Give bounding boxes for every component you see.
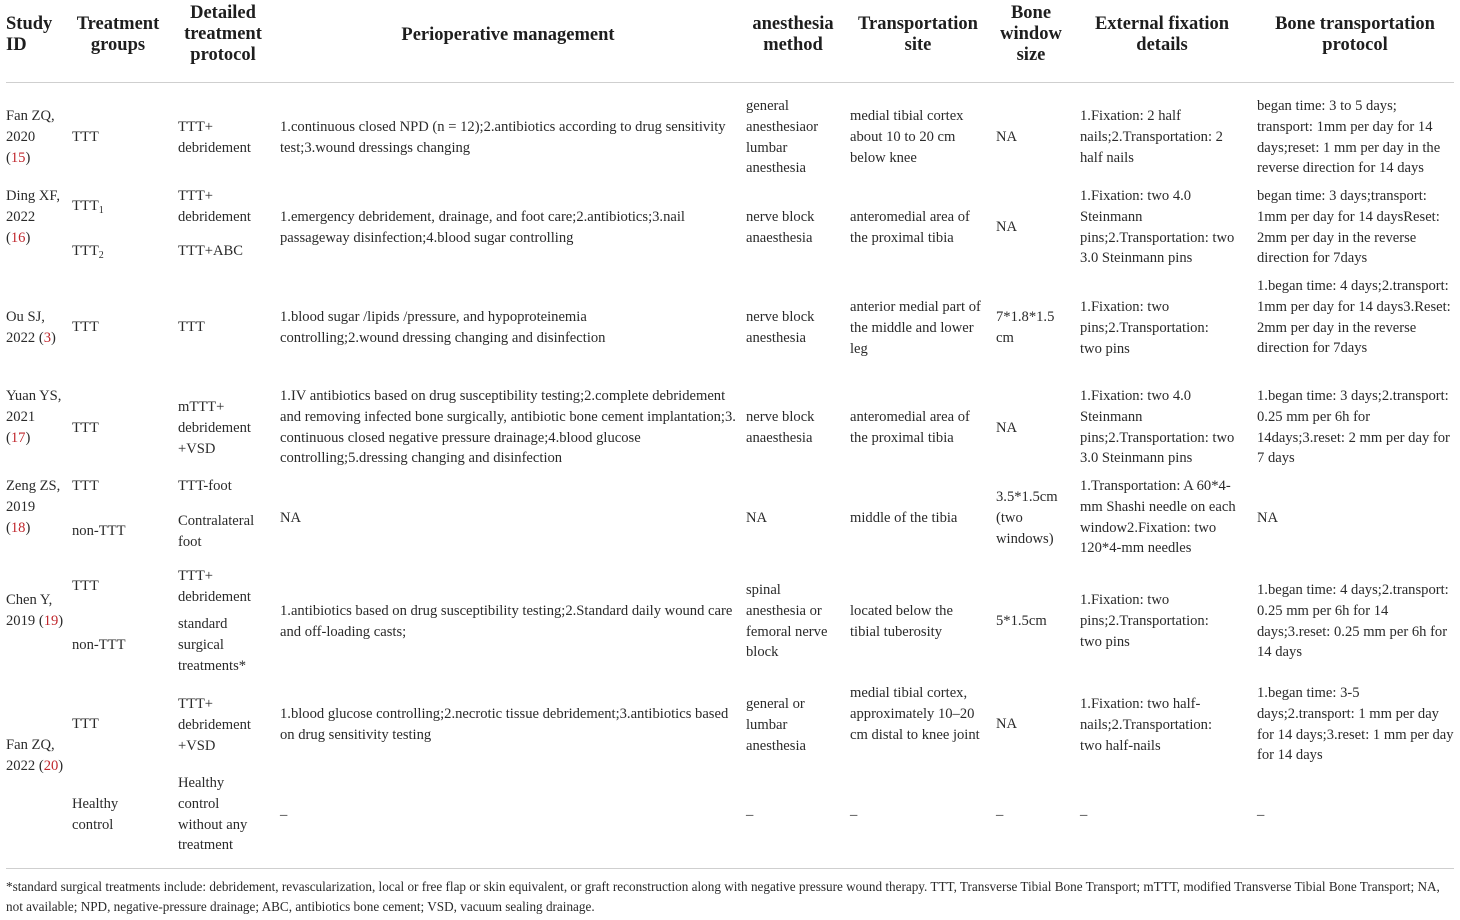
bone-window-empty-dash: – <box>996 807 1004 823</box>
study-id-cell: Yuan YS, 2021 (17) <box>6 388 62 446</box>
anesthesia-cell: general anesthesiaor lumbar anesthesia <box>746 98 819 177</box>
perioperative-cell: NA <box>280 510 302 526</box>
group-label: $TTT_2$ <box>72 243 104 261</box>
fixation-cell: 1.Fixation: two 4.0 Steinmann pins;2.Transportation: two 3.0 Steinmann pins <box>1080 388 1235 467</box>
protocol-cell: mTTT+ debridement +VSD <box>178 399 251 457</box>
study-name: Yuan YS, 2021 <box>6 388 62 425</box>
study-name: Fan ZQ, 2020 <box>6 108 55 145</box>
transport-site-cell: medial tibial cortex, approximately 10–20 cm distal to knee joint <box>850 685 980 743</box>
study-id-cell: Ding XF, 2022 (16) <box>6 188 60 246</box>
bone-window-cell: NA <box>996 716 1018 732</box>
reference-link[interactable]: 3 <box>43 329 51 346</box>
protocol-cell: TTT <box>178 319 205 335</box>
study-name: Fan ZQ, 2022 <box>6 737 55 774</box>
fixation-cell: 1.Fixation: two 4.0 Steinmann pins;2.Transportation: two 3.0 Steinmann pins <box>1080 188 1235 267</box>
study-name: Ding XF, 2022 <box>6 188 60 225</box>
anesthesia-empty-dash: – <box>746 807 754 823</box>
bone-transport-empty-dash: – <box>1257 807 1265 823</box>
group-label: TTT <box>72 716 99 732</box>
transport-site-cell: medial tibial cortex about 10 to 20 cm below knee <box>850 108 964 166</box>
protocol-cell: TTT+ debridement <box>178 568 251 605</box>
fixation-empty-dash: – <box>1080 807 1088 823</box>
anesthesia-cell: NA <box>746 510 768 526</box>
bone-transport-cell: 1.began time: 4 days;2.transport: 1mm per day for 14 days3.Reset: 2mm per day in the reverse direction for 7days <box>1257 278 1451 357</box>
group-label: TTT <box>72 578 99 594</box>
header-transport-site: Transportation site <box>858 14 978 55</box>
perioperative-empty-dash: – <box>280 807 288 823</box>
header-study-id: Study ID <box>6 14 53 55</box>
reference-link[interactable]: 15 <box>10 149 26 166</box>
header-bone-transport: Bone transportation protocol <box>1275 14 1435 55</box>
transport-site-cell: located below the tibial tuberosity <box>850 603 953 640</box>
reference-link[interactable]: 18 <box>10 519 26 536</box>
group-label: non-TTT <box>72 637 126 653</box>
bone-transport-cell: began time: 3 days;transport: 1mm per day for 14 daysReset: 2mm per day in the reverse direction for 7days <box>1257 188 1440 267</box>
transport-site-cell: anteromedial area of the proximal tibia <box>850 409 970 446</box>
fixation-cell: 1.Fixation: two pins;2.Transportation: two pins <box>1080 299 1209 357</box>
bone-transport-cell: 1.began time: 3-5 days;2.transport: 1 mm per day for 14 days;3.reset: 1 mm per day for 14 days <box>1257 685 1454 764</box>
transport-site-empty-dash: – <box>850 807 858 823</box>
bone-transport-cell: NA <box>1257 510 1279 526</box>
perioperative-cell: 1.blood sugar /lipids /pressure, and hypoproteinemia controlling;2.wound dressing changing and disinfection <box>280 309 606 346</box>
protocol-cell: TTT+ debridement <box>178 119 251 156</box>
study-id-cell: Zeng ZS, 2019 (18) <box>6 478 61 536</box>
group-subscript: 1 <box>98 205 104 216</box>
transport-site-cell: middle of the tibia <box>850 510 958 526</box>
fixation-cell: 1.Fixation: 2 half nails;2.Transportation: 2 half nails <box>1080 108 1223 166</box>
table-bottom-rule <box>6 868 1454 869</box>
perioperative-cell: 1.antibiotics based on drug susceptibility testing;2.Standard daily wound care and off-loading casts; <box>280 603 733 640</box>
study-id-cell: Fan ZQ, 2022 (20) <box>6 737 64 774</box>
fixation-cell: 1.Transportation: A 60*4-mm Shashi needle on each window2.Fixation: two 120*4-mm needles <box>1080 478 1236 557</box>
study-id-cell: Ou SJ, 2022 (3) <box>6 309 56 346</box>
header-anesthesia: anesthesia method <box>752 14 834 55</box>
reference-link[interactable]: 17 <box>10 429 26 446</box>
group-label: Healthy control <box>72 796 119 833</box>
study-id-cell: Chen Y, 2019 (19) <box>6 592 64 629</box>
protocol-cell: Healthy control without any treatment <box>178 775 248 854</box>
header-perioperative: Perioperative management <box>401 25 615 45</box>
study-id-cell: Fan ZQ, 2020 (15) <box>6 108 55 166</box>
fixation-cell: 1.Fixation: two half-nails;2.Transportation: two half-nails <box>1080 696 1213 754</box>
bone-transport-cell: 1.began time: 3 days;2.transport: 0.25 mm per 6h for 14days;3.reset: 2 mm per day for 7 days <box>1257 388 1450 467</box>
perioperative-cell: 1.continuous closed NPD (n = 12);2.antibiotics according to drug sensitivity test;3.wound dressings changing <box>280 119 726 156</box>
protocol-cell: TTT+ debridement +VSD <box>178 696 251 754</box>
perioperative-cell: 1.blood glucose controlling;2.necrotic tissue debridement;3.antibiotics based on drug sensitivity testing <box>280 706 729 743</box>
protocol-cell: standard surgical treatments* <box>178 616 247 674</box>
anesthesia-cell: nerve block anaesthesia <box>746 409 815 446</box>
anesthesia-cell: spinal anesthesia or femoral nerve block <box>746 582 828 661</box>
bone-transport-cell: began time: 3 to 5 days; transport: 1mm per day for 14 days;reset: 1 mm per day in the reverse direction for 14 days <box>1257 98 1441 177</box>
protocol-cell: TTT+ABC <box>178 243 243 259</box>
perioperative-cell: 1.emergency debridement, drainage, and foot care;2.antibiotics;3.nail passageway disinfection;4.blood sugar controlling <box>280 209 685 246</box>
group-label: non-TTT <box>72 523 126 539</box>
header-detailed-protocol: Detailed treatment protocol <box>184 3 262 65</box>
group-label: TTT <box>72 129 99 145</box>
perioperative-cell: 1.IV antibiotics based on drug susceptibility testing;2.complete debridement and removing infected bone surgically, antibiotic bone cement implantation;3. continuous closed negative pressure drainage;4.blood glucose controlling;5.dressing changing and disinfection <box>280 388 736 467</box>
group-label: TTT <box>72 420 99 436</box>
group-label: $TTT_1$ <box>72 198 104 216</box>
table-footnote: *standard surgical treatments include: debridement, revascularization, local or free flap or skin equivalent, or graft reconstruction along with negative pressure wound therapy. TTT, Transverse Tibial Bone Transport; mTTT, modified Transverse Tibial Bone Transport; NA, not available; NPD, negative-pressure drainage; ABC, antibiotics bone cement; VSD, vacuum sealing drainage. <box>6 879 1440 914</box>
header-external-fixation: External fixation details <box>1094 14 1230 55</box>
anesthesia-cell: nerve block anesthesia <box>746 309 815 346</box>
fixation-cell: 1.Fixation: two pins;2.Transportation: two pins <box>1080 592 1209 650</box>
group-subscript: 2 <box>98 250 104 261</box>
header-bone-window: Bone window size <box>1000 3 1062 65</box>
bone-window-cell: NA <box>996 219 1018 235</box>
group-label: TTT <box>72 319 99 335</box>
table-header <box>6 0 1454 83</box>
bone-window-cell: NA <box>996 420 1018 436</box>
bone-window-cell: 7*1.8*1.5 cm <box>996 309 1055 346</box>
study-name: Ou SJ, 2022 <box>6 309 45 346</box>
bone-window-cell: NA <box>996 129 1018 145</box>
anesthesia-cell: nerve block anaesthesia <box>746 209 815 246</box>
group-label: TTT <box>72 478 99 494</box>
bone-window-cell: 5*1.5cm <box>996 613 1047 629</box>
protocol-cell: TTT+ debridement <box>178 188 251 225</box>
reference-link[interactable]: 20 <box>43 757 59 774</box>
study-name: Zeng ZS, 2019 <box>6 478 61 515</box>
study-name: Chen Y, 2019 <box>6 592 53 629</box>
header-treatment-groups: Treatment groups <box>76 14 160 55</box>
anesthesia-cell: general or lumbar anesthesia <box>746 696 806 754</box>
bone-transport-cell: 1.began time: 4 days;2.transport: 0.25 mm per 6h for 14 days;3.reset: 0.25 mm per 6h for 14 days <box>1257 582 1449 661</box>
protocol-cell: Contralateral foot <box>178 513 255 550</box>
transport-site-cell: anterior medial part of the middle and lower leg <box>850 299 981 357</box>
protocol-cell: TTT-foot <box>178 478 232 494</box>
bone-window-cell: 3.5*1.5cm (two windows) <box>996 489 1058 547</box>
reference-link[interactable]: 16 <box>10 229 26 246</box>
reference-link[interactable]: 19 <box>43 612 59 629</box>
transport-site-cell: anteromedial area of the proximal tibia <box>850 209 970 246</box>
